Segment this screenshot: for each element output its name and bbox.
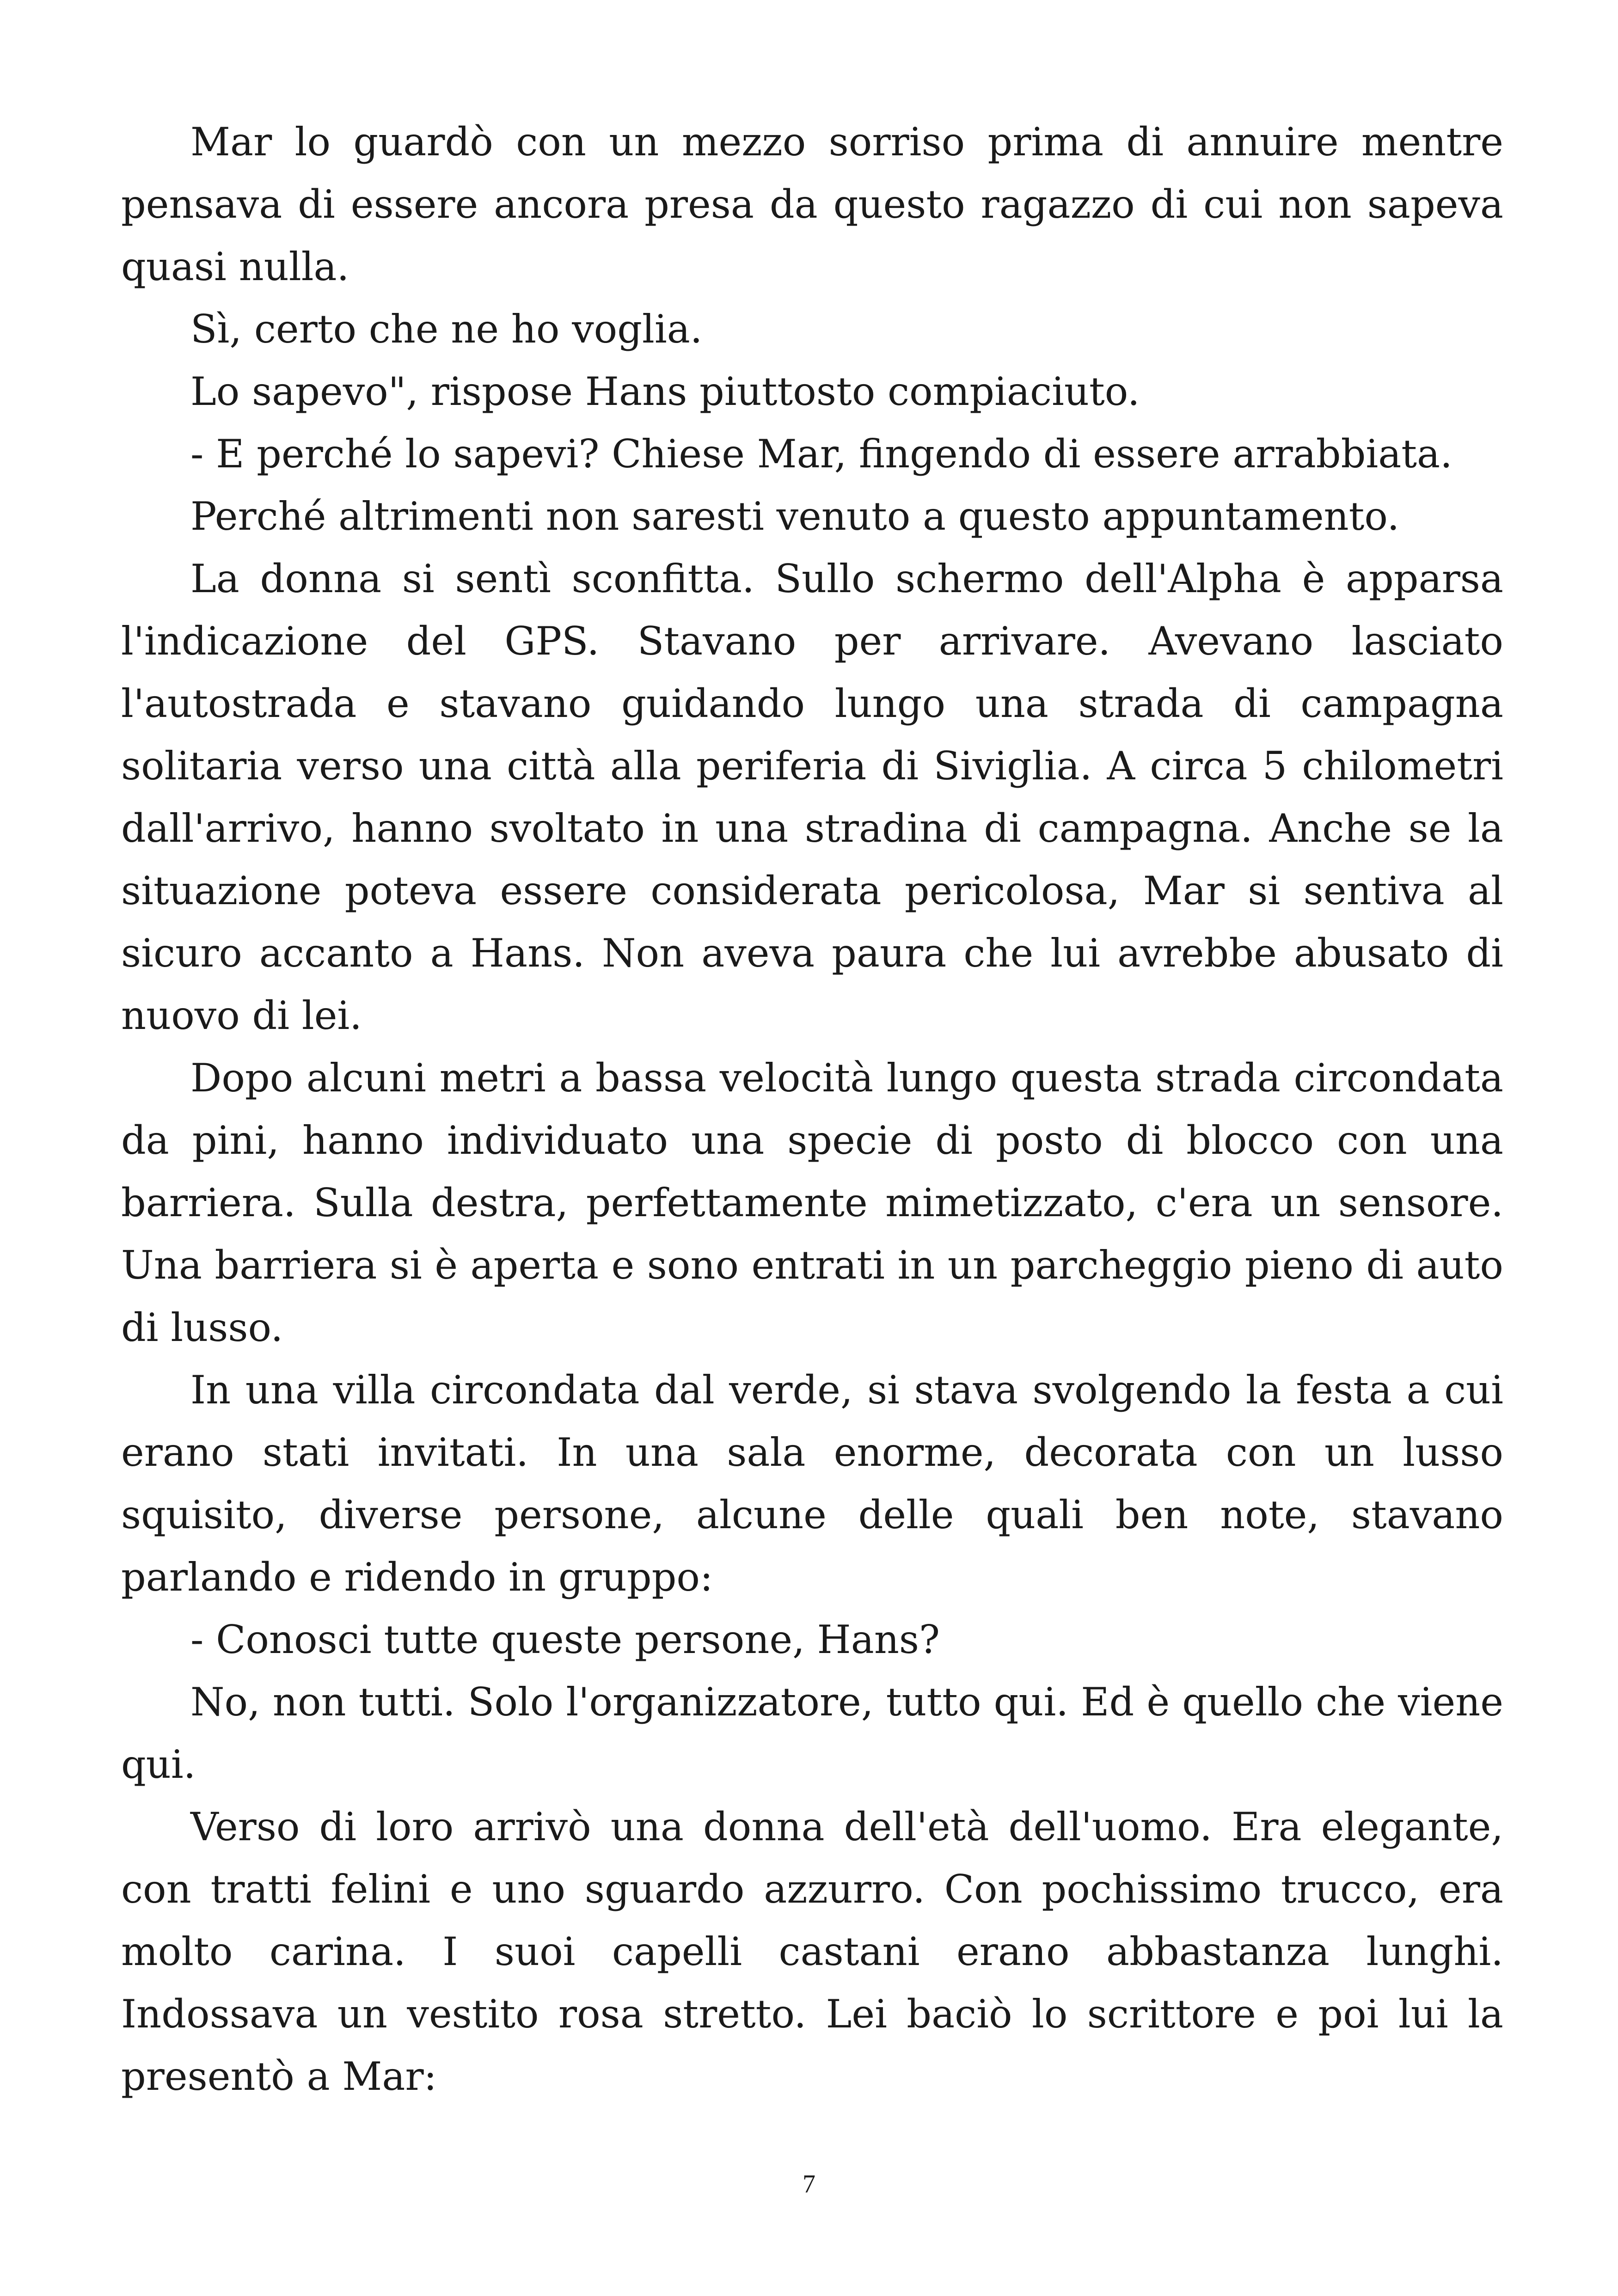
- paragraph: Perché altrimenti non saresti venuto a questo appuntamento.: [190, 494, 1400, 539]
- paragraph: No, non tutti. Solo l'organizzatore, tutto qui. Ed è quello che viene qui.: [121, 1679, 1503, 1787]
- page-number: 7: [803, 2170, 815, 2198]
- paragraph: Dopo alcuni metri a bassa velocità lungo questa strada circondata da pini, hanno individuato una specie di posto di blocco con una barriera. Sulla destra, perfettamente mimetizzato, c'era un sensore. Una barriera si è aperta e sono entrati in un parcheggio pieno di auto di lusso.: [121, 1055, 1503, 1350]
- paragraph: Lo sapevo", rispose Hans piuttosto compiaciuto.: [190, 369, 1140, 414]
- body-text: [121, 111, 1503, 2108]
- paragraph: La donna si sentì sconfitta. Sullo schermo dell'Alpha è apparsa l'indicazione del GPS. Stavano per arrivare. Avevano lasciato l'autostrada e stavano guidando lungo una strada di campagna solitaria verso una città alla periferia di Siviglia. A circa 5 chilometri dall'arrivo, hanno svoltato in una stradina di campagna. Anche se la situazione poteva essere considerata pericolosa, Mar si sentiva al sicuro accanto a Hans. Non aveva paura che lui avrebbe abusato di nuovo di lei.: [121, 556, 1503, 1038]
- paragraph: - Conosci tutte queste persone, Hans?: [190, 1617, 940, 1662]
- paragraph: - E perché lo sapevi? Chiese Mar, fingendo di essere arrabbiata.: [190, 431, 1453, 477]
- paragraph: In una villa circondata dal verde, si stava svolgendo la festa a cui erano stati invitati. In una sala enorme, decorata con un lusso squisito, diverse persone, alcune delle quali ben note, stavano parlando e ridendo in gruppo:: [121, 1367, 1503, 1600]
- paragraph: Verso di loro arrivò una donna dell'età dell'uomo. Era elegante, con tratti felini e uno sguardo azzurro. Con pochissimo trucco, era molto carina. I suoi capelli castani erano abbastanza lunghi. Indossava un vestito rosa stretto. Lei baciò lo scrittore e poi lui la presentò a Mar:: [121, 1804, 1503, 2099]
- paragraph: Sì, certo che ne ho voglia.: [190, 306, 703, 352]
- paragraph: Mar lo guardò con un mezzo sorriso prima di annuire mentre pensava di essere ancora presa da questo ragazzo di cui non sapeva quasi nulla.: [121, 119, 1503, 289]
